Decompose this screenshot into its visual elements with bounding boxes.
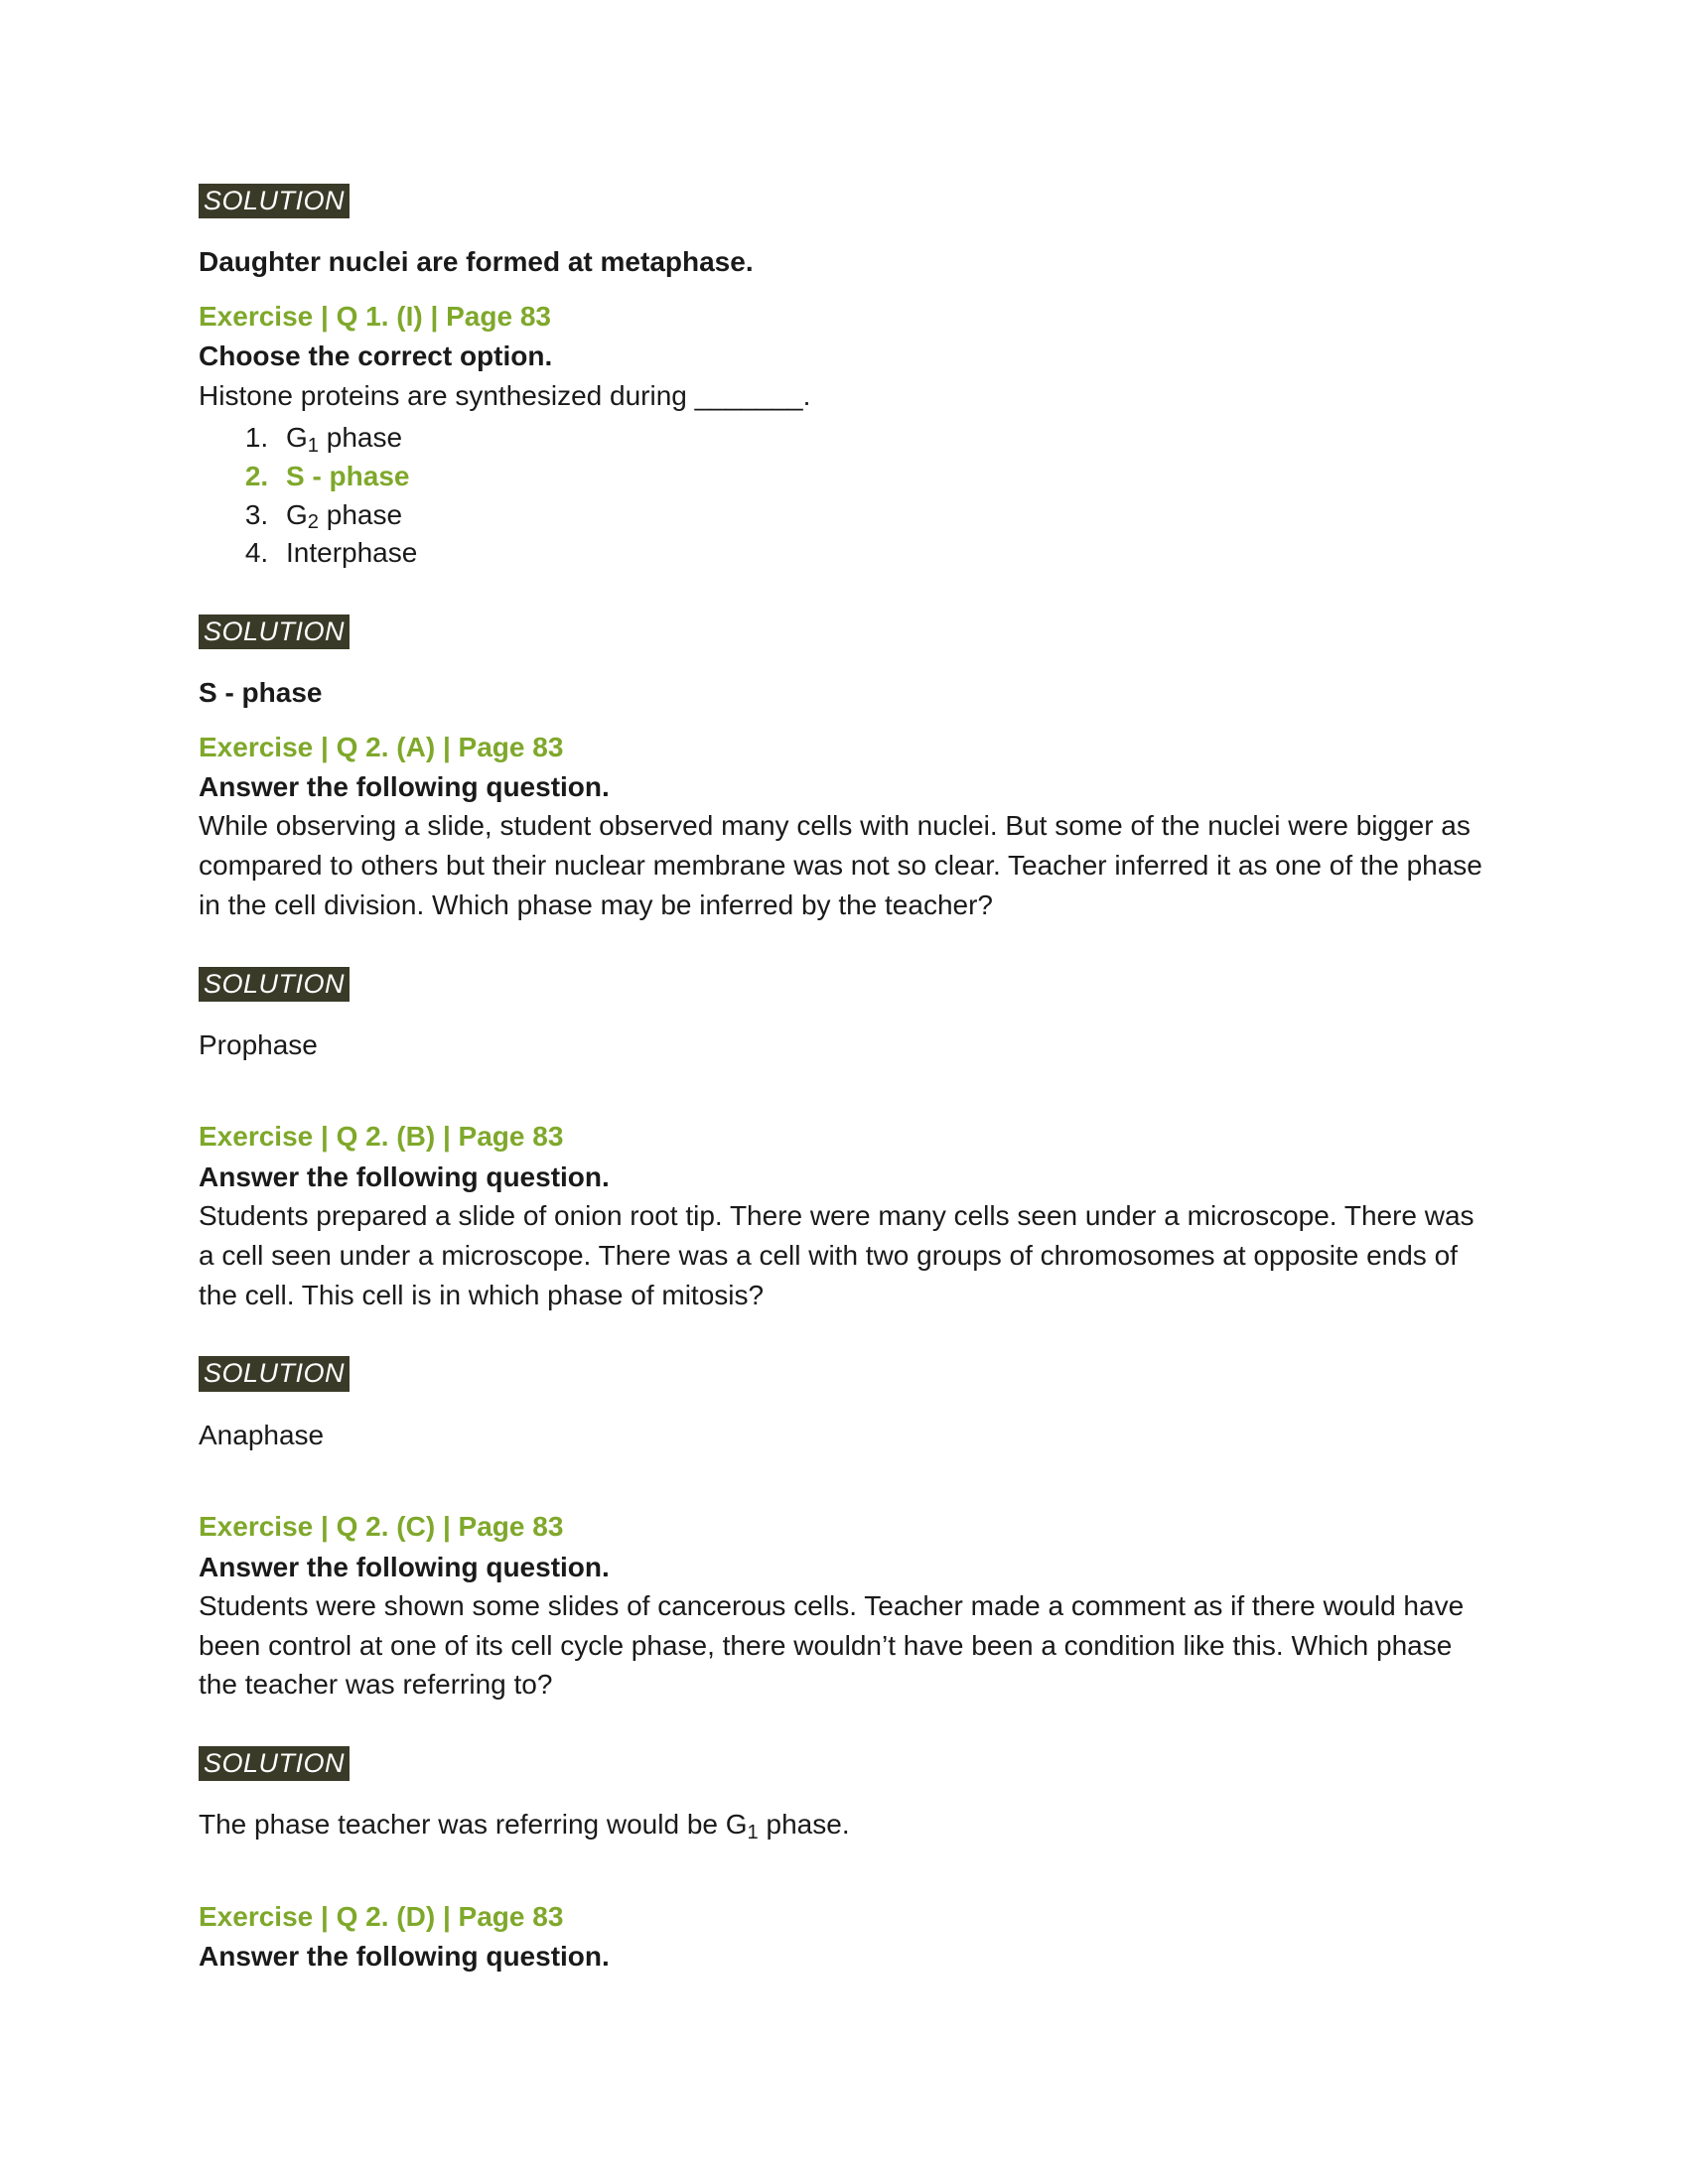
q1-text-after: . <box>802 379 811 411</box>
answer-q2b: Anaphase <box>199 1419 325 1450</box>
q1-text-before: Histone proteins are synthesized during <box>199 379 695 411</box>
answer-q2c <box>199 1807 1489 1843</box>
option-text-post: phase <box>319 498 403 530</box>
question-instruction-q2d: Answer the following question. <box>199 1941 610 1973</box>
exercise-heading-q2d: Exercise | Q 2. (D) | Page 83 <box>199 1900 564 1932</box>
exercise-heading-q1: Exercise | Q 1. (I) | Page 83 <box>199 300 551 332</box>
option-item[interactable] <box>276 534 1489 573</box>
answer-q1: S - phase <box>199 677 323 709</box>
option-text: Interphase <box>286 537 418 569</box>
answer-q2c-subscript: 1 <box>747 1821 759 1843</box>
option-item[interactable] <box>276 458 1489 496</box>
question-instruction-q1: Choose the correct option. <box>199 341 553 372</box>
solution-tag: SOLUTION <box>199 1746 350 1781</box>
answer-q2a: Prophase <box>199 1028 318 1060</box>
exercise-heading-q2a: Exercise | Q 2. (A) | Page 83 <box>199 731 564 762</box>
answer-q2c-post: phase. <box>758 1809 850 1841</box>
question-instruction-q2c: Answer the following question. <box>199 1551 610 1582</box>
solution-tag: SOLUTION <box>199 967 350 1002</box>
question-instruction-q2b: Answer the following question. <box>199 1160 610 1192</box>
solution-tag: SOLUTION <box>199 184 350 218</box>
q1-blank: _______ <box>694 379 803 411</box>
option-text: S - phase <box>286 460 410 491</box>
option-subscript: 1 <box>307 434 319 457</box>
question-text-q2a: While observing a slide, student observed many cells with nuclei. But some of the nuclei were bigger as compared to others but their nuclear membrane was not so clear. Teacher inferred it as one of the phase in the cell division. Which phase may be inferred by the teacher? <box>199 810 1482 920</box>
question-text-q1 <box>199 376 1489 416</box>
option-text: G <box>286 422 308 454</box>
option-item[interactable] <box>276 419 1489 458</box>
option-text: G <box>286 498 308 530</box>
question-instruction-q2a: Answer the following question. <box>199 771 610 803</box>
exercise-heading-q2b: Exercise | Q 2. (B) | Page 83 <box>199 1121 564 1153</box>
question-text-q2c: Students were shown some slides of cancerous cells. Teacher made a comment as if there would have been control at one of its cell cycle phase, there wouldn’t have been a condition like this. Which phase the teacher was referring to? <box>199 1589 1465 1701</box>
answer-q2c-pre: The phase teacher was referring would be G <box>199 1809 748 1841</box>
solution-tag: SOLUTION <box>199 1356 350 1391</box>
option-item[interactable] <box>276 496 1489 535</box>
solution-tag: SOLUTION <box>199 614 350 649</box>
exercise-heading-q2c: Exercise | Q 2. (C) | Page 83 <box>199 1511 564 1543</box>
options-list-q1 <box>199 419 1489 573</box>
option-text-post: phase <box>319 422 403 454</box>
answer-metaphase: Daughter nuclei are formed at metaphase. <box>199 246 754 278</box>
option-subscript: 2 <box>307 510 319 533</box>
question-text-q2b: Students prepared a slide of onion root tip. There were many cells seen under a microscope. There was a cell seen under a microscope. There was a cell with two groups of chromosomes at opposite ends of the cell. This cell is in which phase of mitosis? <box>199 1200 1475 1310</box>
